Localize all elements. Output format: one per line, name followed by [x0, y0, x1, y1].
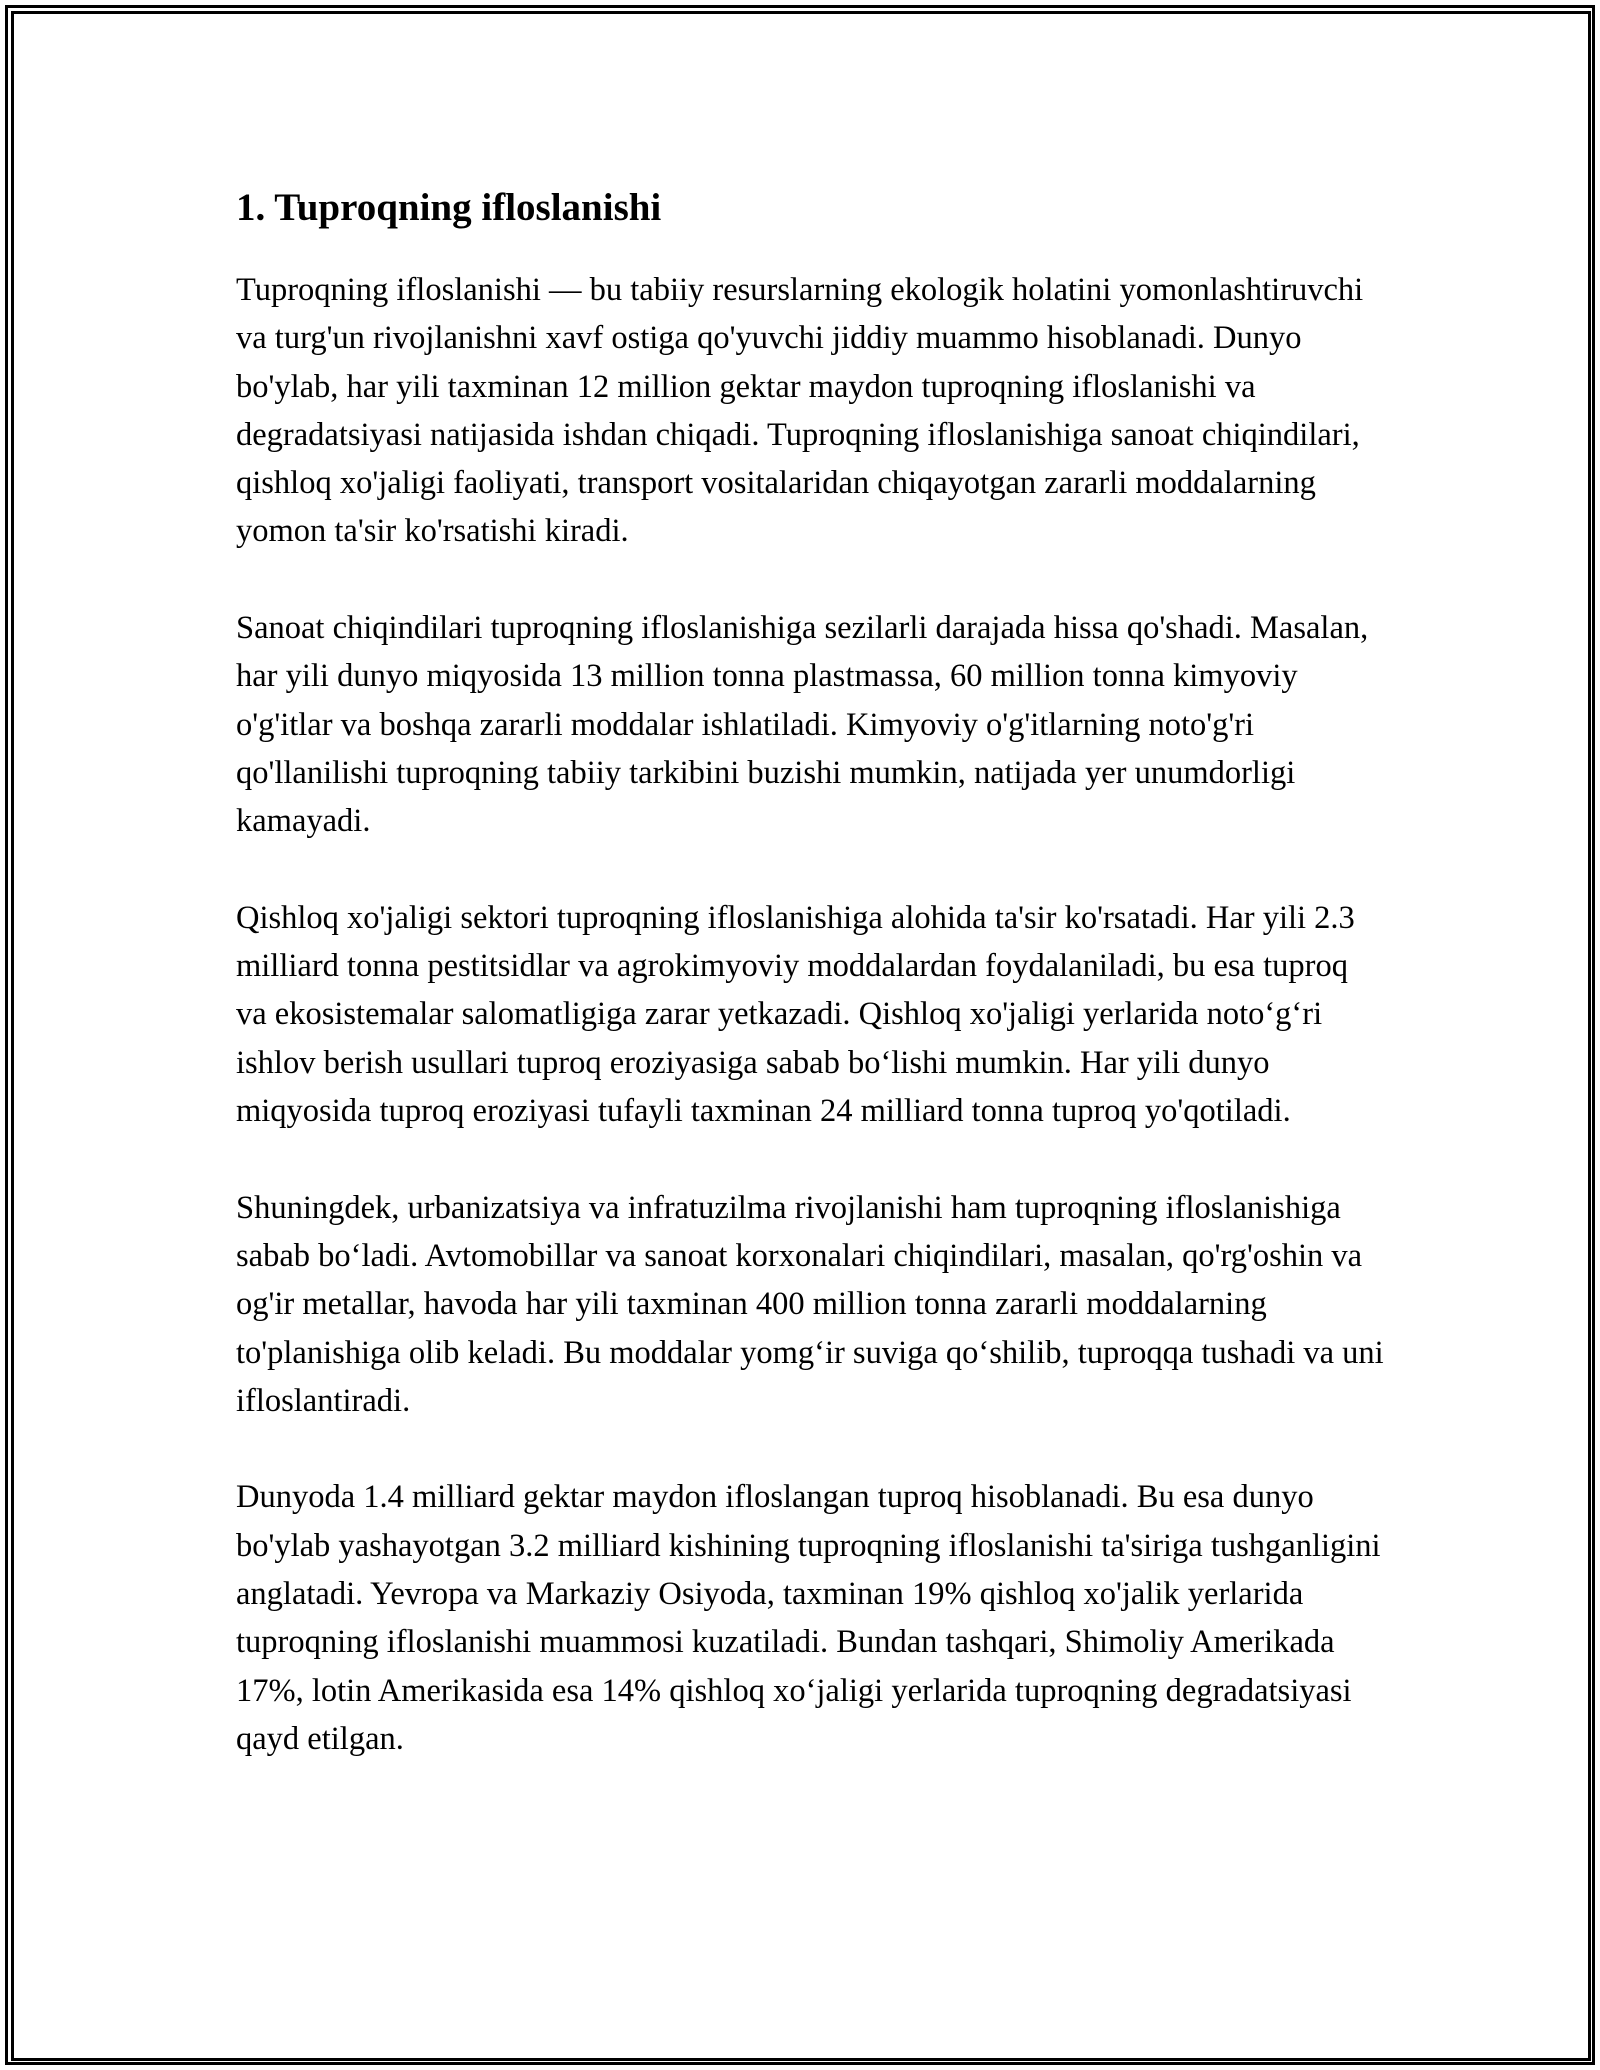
paragraph-3: Qishloq xo'jaligi sektori tuproqning ifloslanishiga alohida ta'sir ko'rsatadi. Har yili 2.3 milliard tonna pestitsidlar va agrokimyoviy moddalardan foydalaniladi, bu esa tuproq va ekosistemalar salomatligiga zarar yetkazadi. Qishloq xo'jaligi yerlarida noto‘g‘ri ishlov berish usullari tuproq eroziyasiga sabab bo‘lishi mumkin. Har yili dunyo miqyosida tuproq eroziyasi tufayli taxminan 24 milliard tonna tuproq yo'qotiladi. [236, 899, 1355, 1130]
section-heading: 1. Tuproqning ifloslanishi [236, 186, 662, 229]
paragraph-2: Sanoat chiqindilari tuproqning ifloslanishiga sezilarli darajada hissa qo'shadi. Masalan, har yili dunyo miqyosida 13 million tonna plastmassa, 60 million tonna kimyoviy o'g'itlar va boshqa zararli moddalar ishlatiladi. Kimyoviy o'g'itlarning noto'g'ri qo'llanilishi tuproqning tabiiy tarkibini buzishi mumkin, natijada yer unumdorligi kamayadi. [236, 610, 1369, 840]
paragraph-5: Dunyoda 1.4 milliard gektar maydon ifloslangan tuproq hisoblanadi. Bu esa dunyo bo'ylab yashayotgan 3.2 milliard kishining tuproqning ifloslanishi ta'siriga tushganligini anglatadi. Yevropa va Markaziy Osiyoda, taxminan 19% qishloq xo'jalik yerlarida tuproqning ifloslanishi muammosi kuzatiladi. Bundan tashqari, Shimoliy Amerikada 17%, lotin Amerikasida esa 14% qishloq xo‘jaligi yerlarida tuproqning degradatsiyasi qayd etilgan. [236, 1479, 1381, 1757]
paragraph-4: Shuningdek, urbanizatsiya va infratuzilma rivojlanishi ham tuproqning ifloslanishiga sabab bo‘ladi. Avtomobillar va sanoat korxonalari chiqindilari, masalan, qo'rg'oshin va og'ir metallar, havoda har yili taxminan 400 million tonna zararli moddalarning to'planishiga olib keladi. Bu moddalar yomg‘ir suviga qo‘shilib, tuproqqa tushadi va uni ifloslantiradi. [236, 1189, 1384, 1419]
paragraph-1: Tuproqning ifloslanishi — bu tabiiy resurslarning ekologik holatini yomonlashtiruvchi va turg'un rivojlanishni xavf ostiga qo'yuvchi jiddiy muammo hisoblanadi. Dunyo bo'ylab, har yili taxminan 12 million gektar maydon tuproqning ifloslanishi va degradatsiyasi natijasida ishdan chiqadi. Tuproqning ifloslanishiga sanoat chiqindilari, qishloq xo'jaligi faoliyati, transport vositalaridan chiqayotgan zararli moddalarning yomon ta'sir ko'rsatishi kiradi. [236, 272, 1364, 550]
document-body [236, 184, 1386, 1812]
